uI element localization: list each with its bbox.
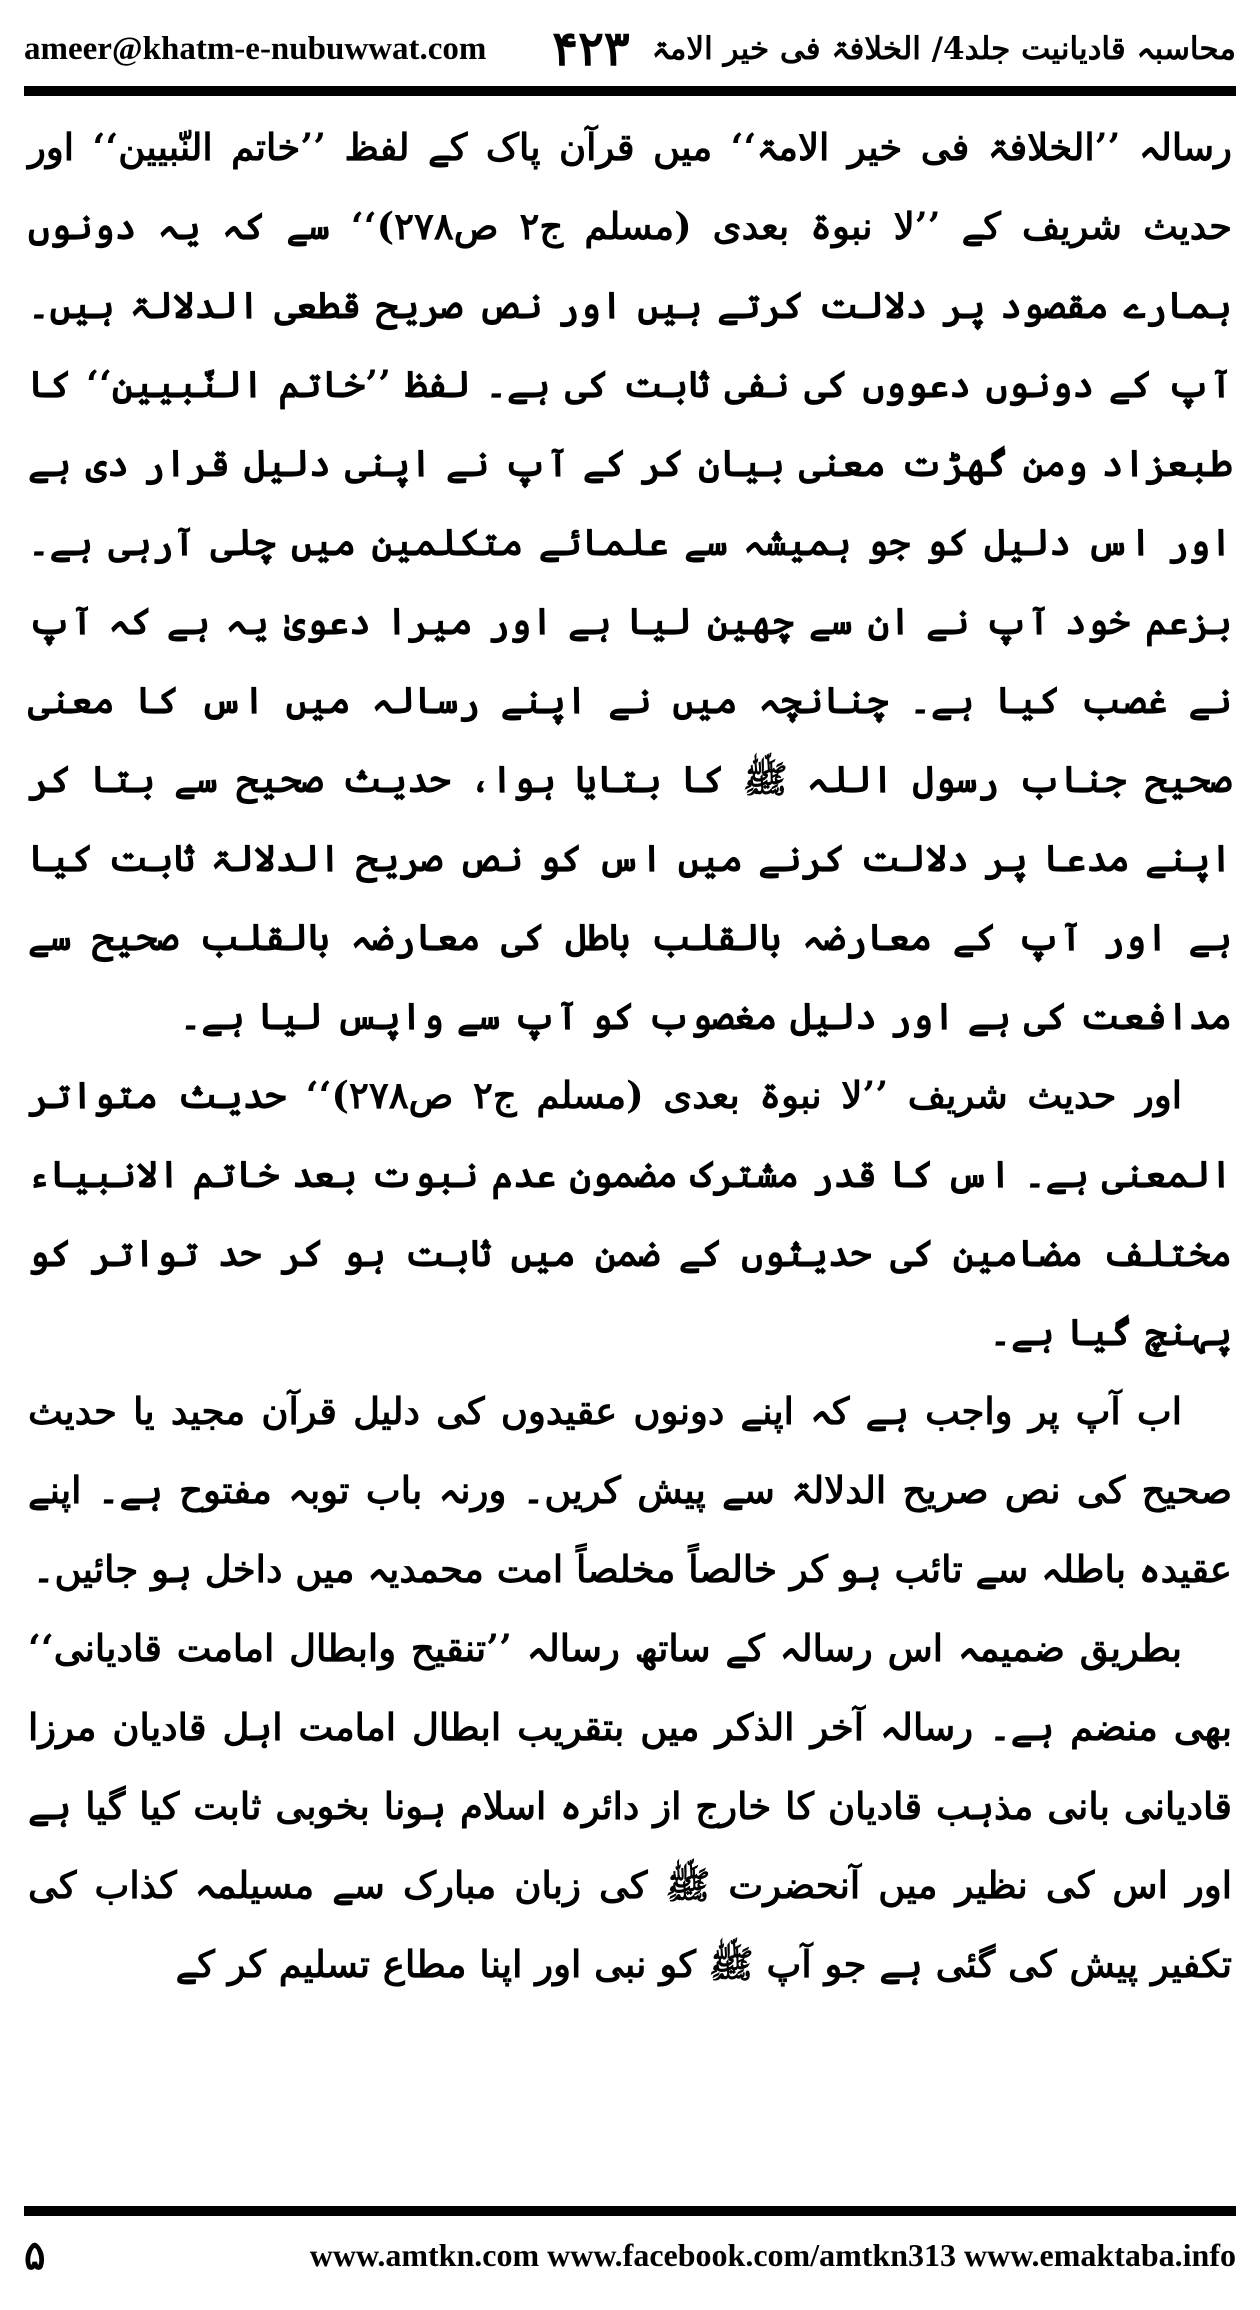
paragraph-1: رسالہ ’’الخلافۃ فی خیر الامۃ‘‘ میں قرآن پاک کے لفظ ’’خاتم النّبیین‘‘ اور حدیث شریف کے ’’لا نبوۃ بعدی (مسلم ج۲ ص۲۷۸)‘‘ سے کہ یہ دونوں ہمارے مقصود پر دلالت کرتے ہیں اور نص صریح قطعی الدلالۃ ہیں۔ آپ کے دونوں دعووں کی نفی ثابت کی ہے۔ لفظ ’’خاتم النّبیین‘‘ کا طبعزاد ومن گھڑت معنی بیان کر کے آپ نے اپنی دلیل قرار دی ہے اور اس دلیل کو جو ہمیشہ سے علمائے متکلمین میں چلی آرہی ہے۔ بزعم خود آپ نے ان سے چھین لیا ہے اور میرا دعویٰ یہ ہے کہ آپ نے غصب کیا ہے۔ چنانچہ میں نے اپنے رسالہ میں اس کا معنی صحیح جناب رسول اللہ ﷺ کا بتایا ہوا، حدیث صحیح سے بتا کر اپنے مدعا پر دلالت کرنے میں اس کو نص صریح الدلالۃ ثابت کیا ہے اور آپ کے معارضہ بالقلب باطل کی معارضہ بالقلب صحیح سے مدافعت کی ہے اور دلیل مغصوب کو آپ سے واپس لیا ہے۔: [28, 125, 1232, 1038]
footer-links: www.amtkn.com www.facebook.com/amtkn313 www.emaktaba.info: [309, 2236, 1236, 2273]
book-title: محاسبہ قادیانیت جلد4/ الخلافۃ فی خیر الامۃ: [651, 31, 1236, 67]
page-footer: [24, 2225, 1236, 2285]
body-text: [28, 108, 1232, 2180]
header-email: ameer@khatm-e-nubuwwat.com: [24, 30, 487, 67]
header-title-group: [552, 21, 1236, 77]
paragraph-4: بطریق ضمیمہ اس رسالہ کے ساتھ رسالہ ’’تنقیح وابطال امامت قادیانی‘‘ بھی منضم ہے۔ رسالہ آخر الذکر میں بتقریب ابطال امامت اہل قادیان مرزا قادیانی بانی مذہب قادیان کا خارج از دائرہ اسلام ہونا بخوبی ثابت کیا گیا ہے اور اس کی نظیر میں آنحضرت ﷺ کی زبان مبارک سے مسیلمہ کذاب کی تکفیر پیش کی گئی ہے جو آپ ﷺ کو نبی اور اپنا مطاع تسلیم کر کے: [28, 1626, 1232, 1986]
footer-folio: ۵: [24, 2232, 46, 2278]
paragraph-2: اور حدیث شریف ’’لا نبوۃ بعدی (مسلم ج۲ ص۲۷۸)‘‘ حدیث متواتر المعنی ہے۔ اس کا قدر مشترک مضمون عدم نبوت بعد خاتم الانبیاء مختلف مضامین کی حدیثوں کے ضمن میں ثابت ہو کر حد تواتر کو پہنچ گیا ہے۔: [28, 1073, 1232, 1354]
header-rule: [24, 86, 1236, 96]
footer-rule: [24, 2206, 1236, 2216]
page-header: [24, 14, 1236, 84]
page-number: ۴۲۳: [552, 21, 630, 77]
paragraph-3: اب آپ پر واجب ہے کہ اپنے دونوں عقیدوں کی دلیل قرآن مجید یا حدیث صحیح کی نص صریح الدلالۃ سے پیش کریں۔ ورنہ باب توبہ مفتوح ہے۔ اپنے عقیدہ باطلہ سے تائب ہو کر خالصاً مخلصاً امت محمدیہ میں داخل ہو جائیں۔: [28, 1389, 1232, 1591]
